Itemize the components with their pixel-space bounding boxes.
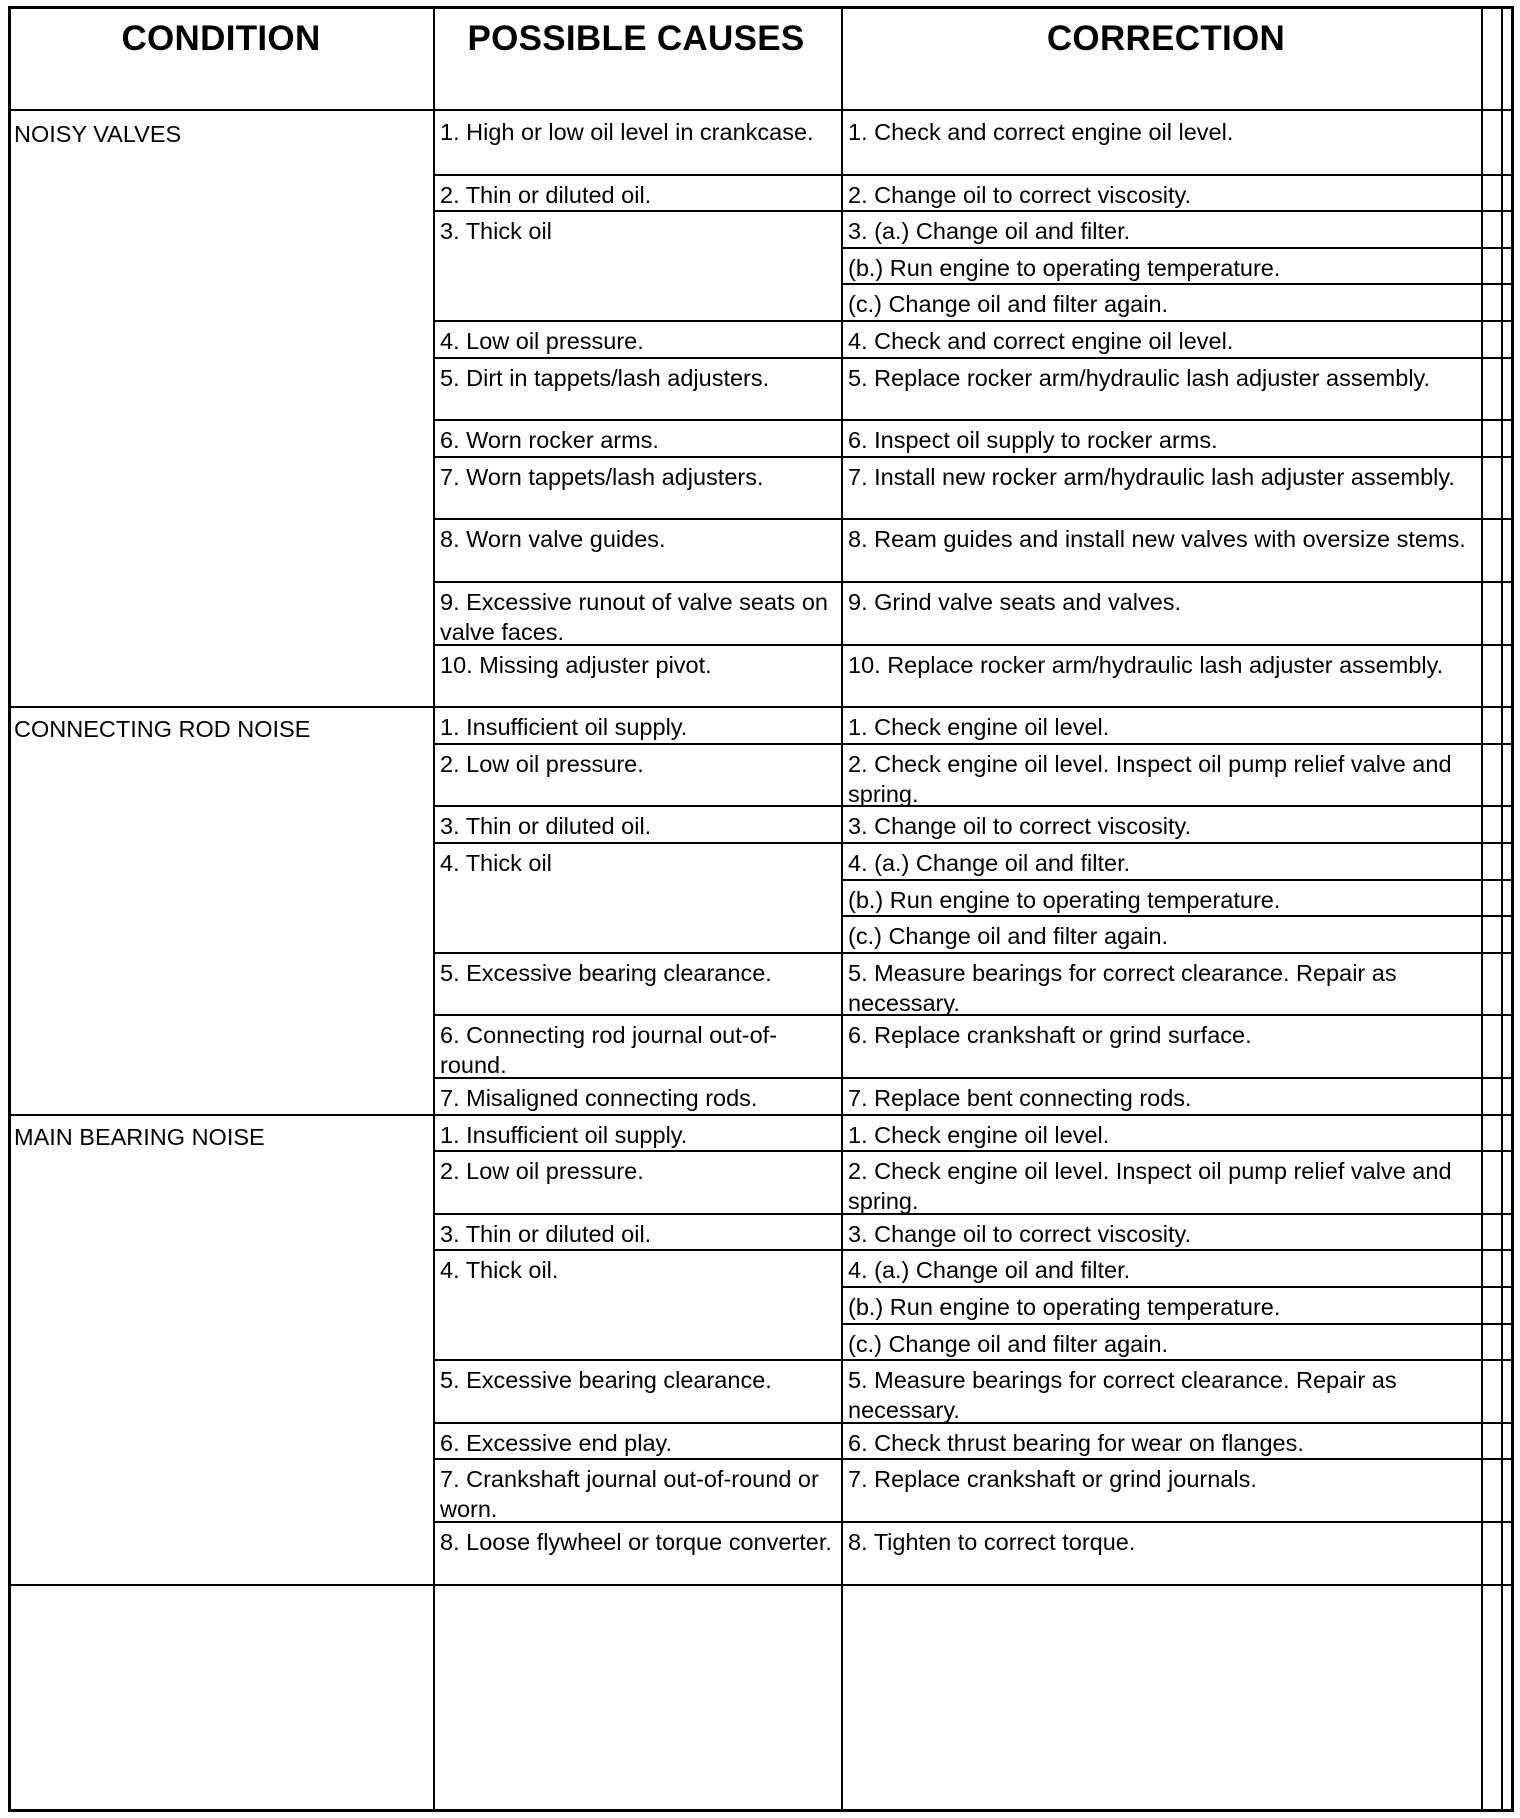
correction-cell: 6. Check thrust bearing for wear on flanges. xyxy=(848,1429,1304,1456)
cause-cell: 1. Insufficient oil supply. xyxy=(440,1121,688,1148)
row-divider xyxy=(433,174,1511,176)
row-divider xyxy=(433,1150,1511,1152)
cause-cell: 7. Worn tappets/lash adjusters. xyxy=(440,463,764,490)
condition-label: NOISY VALVES xyxy=(14,121,182,147)
row-divider xyxy=(433,1521,1511,1523)
row-divider xyxy=(433,419,1511,421)
row-divider xyxy=(841,915,1511,917)
cause-cell: 1. High or low oil level in crankcase. xyxy=(440,119,814,145)
row-divider xyxy=(433,952,1511,954)
correction-cell: 5. Measure bearings for correct clearance. Repair as necessary. xyxy=(848,959,1397,1016)
condition-label: CONNECTING ROD NOISE xyxy=(14,716,311,743)
cause-cell: 1. Insufficient oil supply. xyxy=(440,714,688,741)
row-divider xyxy=(841,283,1511,285)
cause-cell: 6. Worn rocker arms. xyxy=(440,427,659,454)
row-divider xyxy=(433,644,1511,646)
cause-cell: 2. Low oil pressure. xyxy=(440,750,644,777)
row-divider xyxy=(433,581,1511,583)
condition-label: MAIN BEARING NOISE xyxy=(14,1123,265,1150)
row-divider xyxy=(433,743,1511,745)
cause-cell: 6. Excessive end play. xyxy=(440,1429,673,1456)
correction-cell: 7. Replace bent connecting rods. xyxy=(848,1085,1192,1111)
row-divider xyxy=(433,210,1511,212)
troubleshooting-table xyxy=(8,6,1514,1812)
header-correction: CORRECTION xyxy=(1046,19,1286,58)
row-divider xyxy=(433,1249,1511,1251)
correction-cell: (c.) Change oil and filter again. xyxy=(848,1330,1169,1357)
correction-cell: 7. Install new rocker arm/hydraulic lash adjuster assembly. xyxy=(848,463,1455,490)
row-divider xyxy=(11,109,1511,111)
correction-cell: 5. Measure bearings for correct clearance. Repair as necessary. xyxy=(848,1367,1397,1424)
cause-cell: 5. Excessive bearing clearance. xyxy=(440,1367,772,1394)
correction-cell: 1. Check engine oil level. xyxy=(848,714,1110,741)
row-divider xyxy=(433,1213,1511,1215)
row-divider xyxy=(433,1359,1511,1361)
header-condition: CONDITION xyxy=(121,19,321,58)
cause-cell: 7. Crankshaft journal out-of-round or worn. xyxy=(440,1466,819,1523)
correction-cell: 7. Replace crankshaft or grind journals. xyxy=(848,1466,1257,1493)
correction-cell: 2. Change oil to correct viscosity. xyxy=(848,181,1192,208)
row-divider xyxy=(841,879,1511,881)
row-divider xyxy=(433,1077,1511,1079)
correction-cell: 4. (a.) Change oil and filter. xyxy=(848,1257,1131,1284)
cause-cell: 3. Thin or diluted oil. xyxy=(440,813,652,840)
cause-cell: 8. Loose flywheel or torque converter. xyxy=(440,1529,832,1555)
cause-cell: 4. Low oil pressure. xyxy=(440,328,644,354)
header-possible-causes: POSSIBLE CAUSES xyxy=(467,19,805,58)
row-divider xyxy=(433,1458,1511,1460)
correction-cell: 4. (a.) Change oil and filter. xyxy=(848,850,1131,876)
correction-cell: 3. Change oil to correct viscosity. xyxy=(848,813,1192,840)
row-divider xyxy=(841,1323,1511,1325)
row-divider xyxy=(841,1286,1511,1288)
correction-cell: 5. Replace rocker arm/hydraulic lash adjuster assembly. xyxy=(848,364,1431,391)
correction-cell: 10. Replace rocker arm/hydraulic lash adjuster assembly. xyxy=(848,651,1444,678)
row-divider xyxy=(433,518,1511,520)
correction-cell: 9. Grind valve seats and valves. xyxy=(848,589,1182,615)
correction-cell: 2. Check engine oil level. Inspect oil pump relief valve and spring. xyxy=(848,750,1452,807)
cause-cell: 4. Thick oil xyxy=(440,850,552,876)
correction-cell: (c.) Change oil and filter again. xyxy=(848,291,1169,318)
row-divider xyxy=(11,1584,1511,1586)
row-divider xyxy=(433,320,1511,322)
cause-cell: 3. Thin or diluted oil. xyxy=(440,1220,652,1247)
cause-cell: 5. Excessive bearing clearance. xyxy=(440,959,772,986)
row-divider xyxy=(433,842,1511,844)
correction-cell: 8. Ream guides and install new valves with oversize stems. xyxy=(848,526,1466,553)
correction-cell: (b.) Run engine to operating temperature. xyxy=(848,1294,1281,1320)
correction-cell: 6. Inspect oil supply to rocker arms. xyxy=(848,427,1218,454)
correction-cell: 3. (a.) Change oil and filter. xyxy=(848,218,1131,245)
cause-cell: 2. Thin or diluted oil. xyxy=(440,181,652,208)
cause-cell: 8. Worn valve guides. xyxy=(440,526,666,553)
correction-cell: (b.) Run engine to operating temperature. xyxy=(848,254,1281,281)
column-divider xyxy=(1481,9,1483,1809)
cause-cell: 5. Dirt in tappets/lash adjusters. xyxy=(440,364,770,391)
correction-cell: 4. Check and correct engine oil level. xyxy=(848,328,1234,354)
row-divider xyxy=(433,805,1511,807)
correction-cell: 6. Replace crankshaft or grind surface. xyxy=(848,1022,1252,1049)
cause-cell: 3. Thick oil xyxy=(440,218,552,245)
row-divider xyxy=(841,247,1511,249)
correction-cell: 2. Check engine oil level. Inspect oil pump relief valve and spring. xyxy=(848,1158,1452,1215)
row-divider xyxy=(11,1114,1511,1116)
correction-cell: 3. Change oil to correct viscosity. xyxy=(848,1220,1192,1247)
cause-cell: 4. Thick oil. xyxy=(440,1257,559,1284)
cause-cell: 10. Missing adjuster pivot. xyxy=(440,651,712,678)
row-divider xyxy=(433,357,1511,359)
correction-cell: (b.) Run engine to operating temperature. xyxy=(848,886,1281,913)
correction-cell: 1. Check engine oil level. xyxy=(848,1121,1110,1148)
row-divider xyxy=(11,706,1511,708)
cause-cell: 6. Connecting rod journal out-of-round. xyxy=(440,1022,778,1079)
correction-cell: 1. Check and correct engine oil level. xyxy=(848,119,1234,145)
row-divider xyxy=(433,1014,1511,1016)
cause-cell: 2. Low oil pressure. xyxy=(440,1158,644,1185)
column-divider xyxy=(1501,9,1503,1809)
correction-cell: 8. Tighten to correct torque. xyxy=(848,1529,1136,1555)
cause-cell: 9. Excessive runout of valve seats on valve faces. xyxy=(440,589,828,645)
correction-cell: (c.) Change oil and filter again. xyxy=(848,923,1169,950)
row-divider xyxy=(433,456,1511,458)
row-divider xyxy=(433,1422,1511,1424)
cause-cell: 7. Misaligned connecting rods. xyxy=(440,1085,758,1111)
